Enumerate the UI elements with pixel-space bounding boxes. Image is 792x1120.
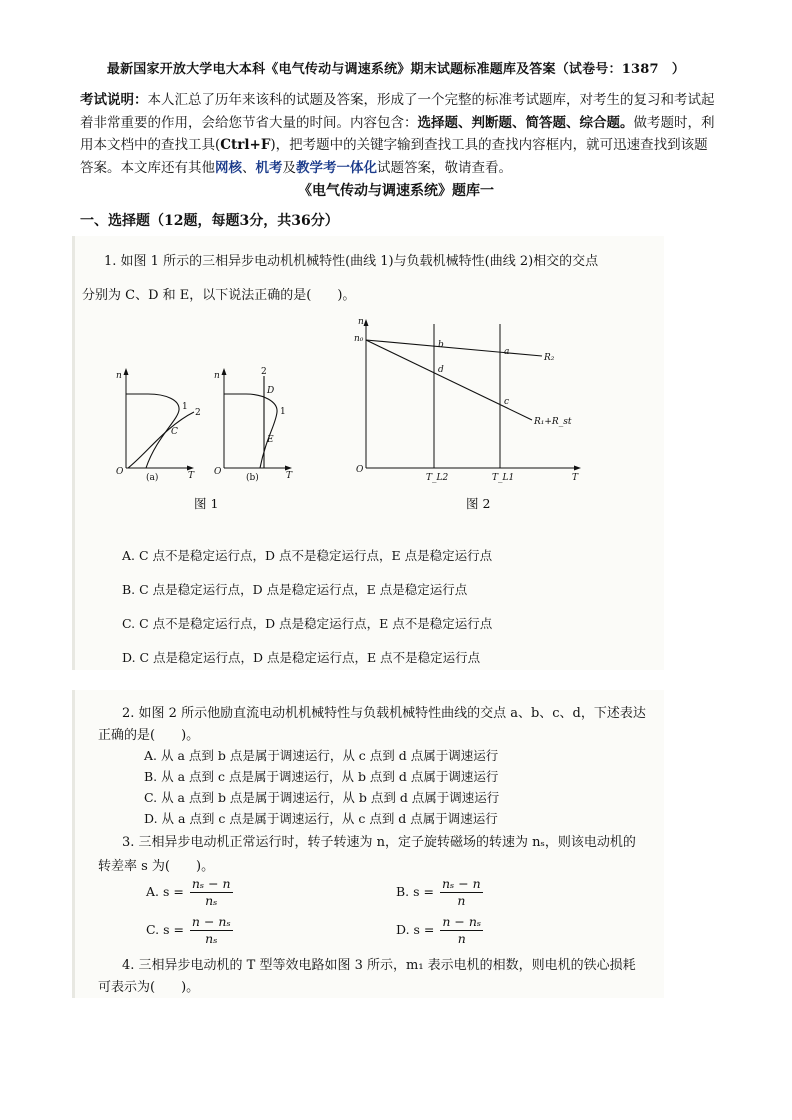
intro-ctrl-f: Ctrl+F (220, 137, 271, 153)
q3-option-c-denominator: nₛ (205, 931, 218, 946)
exam-intro (80, 89, 720, 179)
fig2-point-b-label: b (438, 340, 444, 350)
q3-option-b-denominator: n (457, 893, 466, 908)
fig1b-curve-1-label: 1 (280, 407, 286, 417)
document-title: 最新国家开放大学电大本科《电气传动与调速系统》期末试题标准题库及答案（试卷号：1387 ） (106, 62, 686, 77)
figure-2 (354, 316, 594, 486)
fig2-point-d-label: d (438, 365, 444, 375)
fig2-r1rst-label: R₁+R_st (534, 417, 572, 427)
fig1b-origin-label: O (214, 467, 222, 477)
q3-option-c (146, 914, 233, 947)
q4-line-2: 可表示为( )。 (98, 980, 200, 995)
figure-1a (116, 368, 206, 483)
figure-1b (214, 367, 304, 483)
fig2-point-c-label: c (504, 397, 510, 407)
q1-line-1: 1. 如图 1 所示的三相异步电动机机械特性(曲线 1)与负载机械特性(曲线 2)相交的交点 (104, 254, 599, 269)
scan-edge (72, 690, 75, 998)
q3-option-a (146, 876, 233, 909)
intro-question-types: 选择题、判断题、简答题、综合题。 (417, 114, 634, 131)
intro-sep-1: 、 (242, 159, 256, 176)
fig2-tl1-label: T_L1 (492, 473, 515, 483)
fig2-origin-label: O (356, 465, 364, 475)
intro-text-2: 做考题时，利用本文档中的查找工具( (80, 114, 715, 153)
library-title: 《电气传动与调速系统》题库一 (298, 183, 494, 199)
q2-line-1: 2. 如图 2 所示他励直流电动机机械特性与负载机械特性曲线的交点 a、b、c、d，下述表达 (122, 706, 646, 721)
q3-option-d (396, 914, 483, 947)
fig1a-origin-label: O (116, 467, 124, 477)
q3-option-a-denominator: nₛ (205, 893, 218, 908)
q3-option-d-denominator: n (457, 931, 466, 946)
intro-text-3: )，把考题中的关键字输到查找工具的查找内容框内，就可迅速查找到该题答案。本文库还有其他 (80, 137, 708, 176)
fig1b-point-d-label: D (267, 386, 275, 396)
intro-sep-2: 及 (282, 159, 296, 176)
fig1b-caption: (b) (246, 473, 259, 483)
fig2-n-label: n (358, 317, 364, 327)
q3-option-c-label: C. s = (146, 922, 184, 937)
fig1b-point-e-label: E (267, 435, 274, 445)
q1-option-a: A. C 点不是稳定运行点，D 点不是稳定运行点，E 点是稳定运行点 (122, 548, 493, 563)
fig2-n0-label: n₀ (354, 334, 364, 344)
link-jiaoxuekao[interactable]: 教学考一体化 (296, 159, 377, 176)
fig2-t-label: T (572, 473, 579, 483)
q3-option-b-label: B. s = (396, 884, 434, 899)
q1-option-c: C. C 点不是稳定运行点，D 点是稳定运行点，E 点不是稳定运行点 (122, 616, 493, 631)
q2-option-d: D. 从 a 点到 c 点是属于调速运行，从 c 点到 d 点属于调速运行 (144, 811, 498, 826)
fig1b-t-label: T (286, 471, 293, 481)
q3-option-a-numerator: nₛ − n (191, 876, 231, 891)
q1-option-b: B. C 点是稳定运行点，D 点是稳定运行点，E 点是稳定运行点 (122, 582, 468, 597)
q3-option-a-label: A. s = (146, 884, 184, 899)
fig1a-n-label: n (116, 371, 122, 381)
link-jikao[interactable]: 机考 (255, 159, 283, 176)
q3-option-b (396, 876, 483, 909)
fig2-tl2-label: T_L2 (426, 473, 449, 483)
q3-option-d-numerator: n − nₛ (442, 914, 482, 929)
figure-1-caption: 图 1 (194, 496, 219, 511)
section-heading: 一、选择题（12题，每题3分，共36分） (80, 213, 339, 229)
q4-line-1: 4. 三相异步电动机的 T 型等效电路如图 3 所示，m₁ 表示电机的相数，则电机的铁心损耗 (122, 958, 636, 973)
fig1a-t-label: T (188, 471, 195, 481)
figure-2-caption: 图 2 (466, 496, 491, 511)
q2-option-a: A. 从 a 点到 b 点是属于调速运行，从 c 点到 d 点属于调速运行 (144, 748, 499, 763)
scan-questions-2-4 (74, 690, 664, 998)
q2-option-b: B. 从 a 点到 c 点是属于调速运行，从 b 点到 d 点属于调速运行 (144, 769, 499, 784)
intro-text-1: 本人汇总了历年来该科的试题及答案，形成了一个完整的标准考试题库，对考生的复习和考试起着非常重要的作用，会给您节省大量的时间。内容包含： (80, 92, 715, 131)
q1-line-2: 分别为 C、D 和 E，以下说法正确的是( )。 (82, 288, 356, 303)
q1-option-d: D. C 点是稳定运行点，D 点是稳定运行点，E 点不是稳定运行点 (122, 650, 481, 665)
link-wanghe[interactable]: 网核 (215, 159, 242, 176)
fig1a-curve-1-label: 1 (182, 402, 188, 412)
q3-line-2: 转差率 s 为( )。 (98, 859, 215, 874)
q3-line-1: 3. 三相异步电动机正常运行时，转子转速为 n，定子旋转磁场的转速为 nₛ，则该电动机的 (122, 835, 636, 850)
fig1a-curve-2-label: 2 (195, 408, 201, 418)
fig1b-n-label: n (214, 371, 220, 381)
scan-edge (72, 236, 75, 670)
q3-option-c-numerator: n − nₛ (191, 914, 231, 929)
q3-option-d-label: D. s = (396, 922, 435, 937)
q2-line-2: 正确的是( )。 (98, 728, 200, 743)
fig1b-curve-2-label: 2 (261, 367, 267, 377)
fig1a-point-c-label: C (171, 427, 178, 437)
fig2-r2-label: R₂ (544, 353, 555, 363)
intro-text-4: 试题答案，敬请查看。 (377, 159, 512, 176)
q3-option-b-numerator: nₛ − n (441, 876, 481, 891)
fig2-point-a-label: a (504, 347, 510, 357)
q2-option-c: C. 从 a 点到 b 点是属于调速运行，从 b 点到 d 点属于调速运行 (144, 790, 500, 805)
scan-question-1 (74, 236, 664, 670)
fig1a-caption: (a) (146, 473, 159, 483)
intro-label: 考试说明： (80, 92, 148, 108)
